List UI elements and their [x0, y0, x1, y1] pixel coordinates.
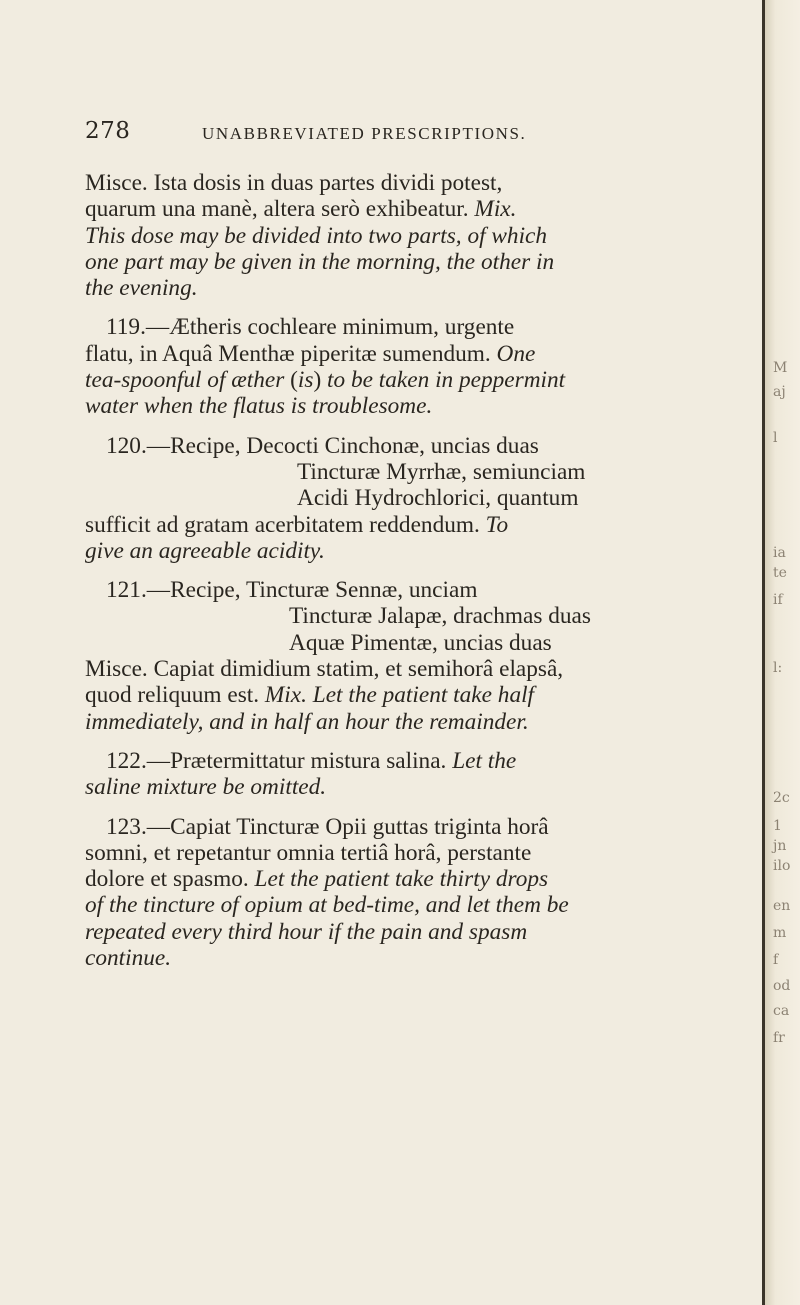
text-line: one part may be given in the morning, the other in — [85, 248, 555, 275]
facing-page-fragment: if — [773, 592, 783, 608]
prescription-number: 119. — [106, 314, 146, 341]
facing-page-fragment: en — [773, 898, 791, 914]
paragraph-rx-119 — [85, 314, 753, 419]
text-line: saline mixture be omitted. — [85, 774, 327, 801]
facing-page-fragment: 1 — [773, 818, 782, 834]
prescription-number: 122. — [106, 747, 147, 774]
text-line: 119.—Ætheris cochleare minimum, urgente — [106, 314, 515, 341]
recipe-opening: —Recipe, Tincturæ Sennæ, unciam — [146, 577, 478, 604]
facing-page-fragment: jn — [773, 838, 787, 854]
text-line: quod reliquum est. Mix. Let the patient take half — [85, 682, 535, 709]
text-line: tea-spoonful of æther (is) to be taken in peppermint — [85, 367, 566, 394]
ingredient-line: Tincturæ Myrrhæ, semiunciam — [297, 458, 586, 485]
page-header — [85, 118, 725, 148]
text-line: water when the flatus is troublesome. — [85, 393, 433, 420]
paragraph-rx-123 — [85, 814, 753, 972]
ingredient-line: Aquæ Pimentæ, uncias duas — [289, 629, 552, 656]
text-line: This dose may be divided into two parts, of which — [85, 222, 548, 249]
text-line — [85, 577, 753, 603]
facing-page-fragment: l: — [773, 660, 783, 676]
text-line: Misce. Capiat dimidium statim, et semihorâ elapsâ, — [85, 656, 564, 683]
recipe-opening: —Recipe, Decocti Cinchonæ, uncias duas — [146, 432, 539, 459]
facing-page-fragment: ia — [773, 545, 786, 561]
text-line: sufficit ad gratam acerbitatem reddendum. To — [85, 511, 509, 538]
paragraph-rx-122 — [85, 748, 753, 801]
facing-page-fragment: aj — [773, 384, 786, 400]
text-line: the evening. — [85, 275, 198, 302]
prescription-number: 123. — [106, 813, 147, 840]
text-line: quarum una manè, altera serò exhibeatur. Mix. — [85, 196, 517, 223]
prescription-number: 120. — [106, 432, 147, 459]
page-number: 278 — [85, 118, 131, 144]
facing-page-fragment: te — [773, 565, 787, 581]
running-head: UNABBREVIATED PRESCRIPTIONS. — [202, 124, 527, 143]
body-text — [85, 170, 753, 971]
facing-page-fragment: od — [773, 978, 791, 994]
text-line: continue. — [85, 945, 172, 972]
ingredient-line: Acidi Hydrochlorici, quantum — [297, 485, 579, 512]
text-line: Misce. Ista dosis in duas partes dividi potest, — [85, 170, 503, 196]
facing-page-fragment: l — [773, 430, 778, 446]
text-line: 122.—Prætermittatur mistura salina. Let the — [106, 747, 517, 774]
text-line: give an agreeable acidity. — [85, 537, 325, 564]
facing-page-fragment: ilo — [773, 858, 791, 874]
paragraph-rx-121 — [85, 577, 753, 735]
facing-page-fragment: fr — [773, 1030, 785, 1046]
paragraph-rx-120 — [85, 433, 753, 564]
text-line: of the tincture of opium at bed-time, and let them be — [85, 892, 569, 919]
facing-page-fragment: 2c — [773, 790, 790, 806]
facing-page-fragment: ca — [773, 1003, 790, 1019]
paragraph-misce-intro — [85, 170, 753, 301]
prescription-number: 121. — [106, 577, 147, 604]
facing-page-fragment: f — [773, 952, 779, 968]
facing-page-fragment: M — [773, 360, 788, 376]
ingredient-line: Tincturæ Jalapæ, drachmas duas — [289, 603, 591, 630]
text-line — [85, 433, 753, 459]
facing-page-fragment: m — [773, 925, 787, 941]
text-line: 123.—Capiat Tincturæ Opii guttas triginta horâ — [106, 813, 549, 840]
text-line: flatu, in Aquâ Menthæ piperitæ sumendum. One — [85, 340, 536, 367]
text-line: somni, et repetantur omnia tertiâ horâ, perstante — [85, 839, 532, 866]
facing-page-edge — [762, 0, 800, 1305]
text-line: repeated every third hour if the pain and spasm — [85, 918, 528, 945]
text-line: immediately, and in half an hour the remainder. — [85, 708, 529, 735]
text-line: dolore et spasmo. Let the patient take thirty drops — [85, 866, 549, 893]
